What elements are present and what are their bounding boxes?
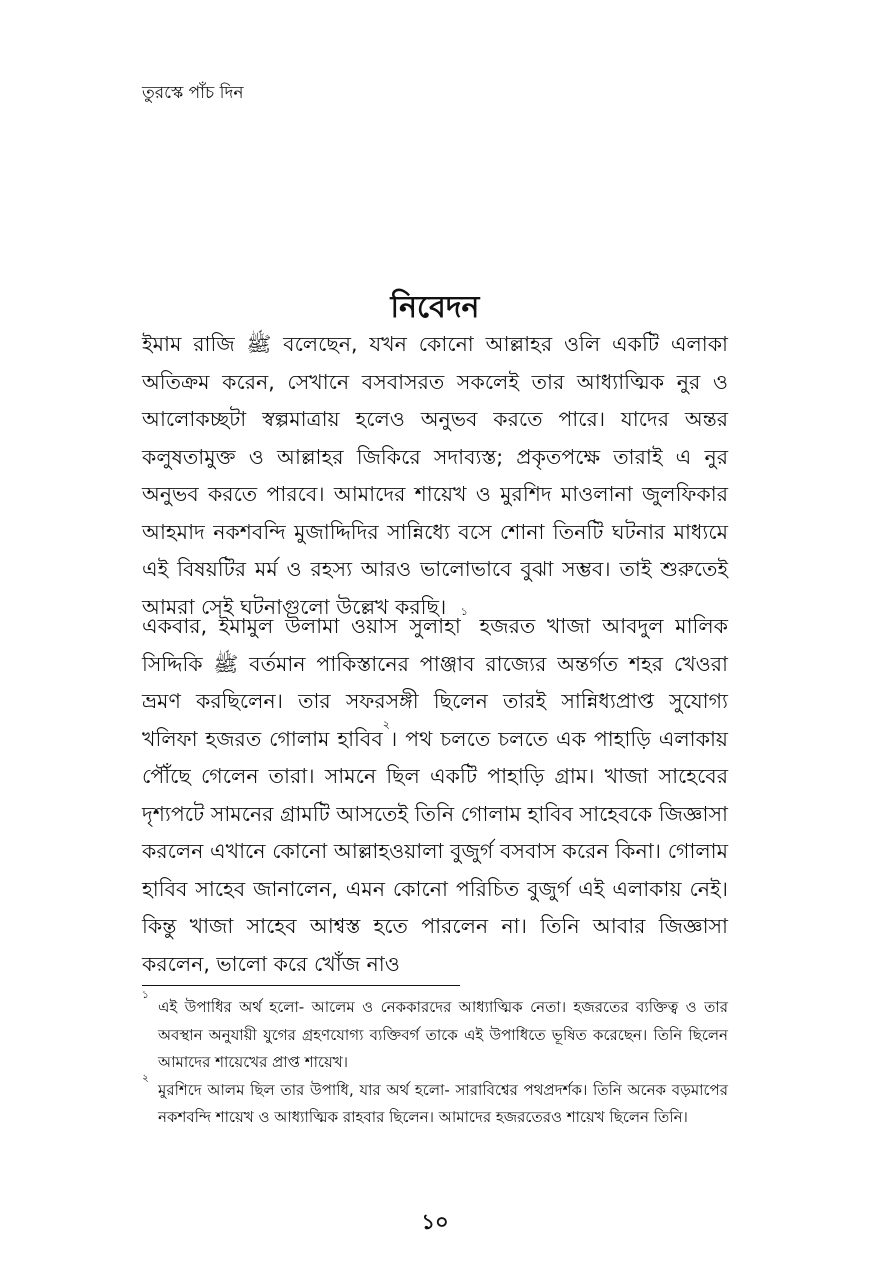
footnote-reference-2: ২: [382, 717, 390, 731]
footnote-2-marker: ২: [142, 1071, 149, 1084]
footnotes: [142, 989, 728, 1132]
body-paragraph-1: ইমাম রাজি ﷺ বলেছেন, যখন কোনো আল্লাহর ওলি একটি এলাকা অতিক্রম করেন, সেখানে বসবাসরত সকলেই তার আধ্যাত্মিক নুর ও আলোকচ্ছটা স্বল্পমাত্রায় হলেও অনুভব করতে পারে। যাদের অন্তর কলুষতামুক্ত ও আল্লাহর জিকিরে সদাব্যস্ত; প্রকৃতপক্ষে তারাই এ নুর অনুভব করতে পারবে। আমাদের শায়েখ ও মুরশিদ মাওলানা জুলফিকার আহমাদ নকশবন্দি মুজাদ্দিদির সান্নিধ্যে বসে শোনা তিনটি ঘটনার মাধ্যমে এই বিষয়টির মর্ম ও রহস্য আরও ভালোভাবে বুঝা সম্ভব। তাই শুরুতেই আমরা সেই ঘটনাগুলো উল্লেখ করছি।: [142, 332, 728, 619]
footnote-2: [142, 1071, 728, 1132]
page-number: ১০: [421, 1210, 449, 1234]
paragraph-2-text-b: হজরত খাজা আবদুল মালিক সিদ্দিকি ﷺ বর্তমান পাকিস্তানের পাঞ্জাব রাজ্যের অন্তর্গত শহর খেওরা ভ্রমণ করছিলেন। তার সফরসঙ্গী ছিলেন তারই সান্নিধ্যপ্রাপ্ত সুযোগ্য খলিফা হজরত গোলাম হাবিব: [142, 614, 728, 751]
footnote-separator: [142, 985, 460, 986]
footnote-1: [142, 989, 728, 1077]
running-header: তুরস্কে পাঁচ দিন: [142, 83, 244, 103]
chapter-title: নিবেদন: [390, 290, 480, 326]
paragraph-2-text-c: । পথ চলতে চলতে এক পাহাড়ি এলাকায় পৌঁছে গেলেন তারা। সামনে ছিল একটি পাহাড়ি গ্রাম। খাজা সাহেবের দৃশ্যপটে সামনের গ্রামটি আসতেই তিনি গোলাম হাবিব সাহেবকে জিজ্ঞাসা করলেন এখানে কোনো আল্লাহওয়ালা বুজুর্গ বসবাস করেন কিনা। গোলাম হাবিব সাহেব জানালেন, এমন কোনো পরিচিত বুজুর্গ এই এলাকায় নেই। কিন্তু খাজা সাহেব আশ্বস্ত হতে পারলেন না। তিনি আবার জিজ্ঞাসা করলেন, ভালো করে খোঁজ নাও: [142, 726, 728, 976]
footnote-1-text: এই উপাধির অর্থ হলো- আলেম ও নেককারদের আধ্যাত্মিক নেতা। হজরতের ব্যক্তিত্ব ও তার অবস্থান অনুযায়ী যুগের গ্রহণযোগ্য ব্যক্তিবর্গ তাকে এই উপাধিতে ভূষিত করেছেন। তিনি ছিলেন আমাদের শায়েখের প্রাপ্ত শায়েখ।: [158, 998, 728, 1071]
footnote-2-text: মুরশিদে আলম ছিল তার উপাধি, যার অর্থ হলো- সারাবিশ্বের পথপ্রদর্শক। তিনি অনেক বড়মাপের নকশবন্দি শায়েখ ও আধ্যাত্মিক রাহবার ছিলেন। আমাদের হজরতেরও শায়েখ ছিলেন তিনি।: [158, 1080, 728, 1126]
footnote-reference-1: ১: [460, 605, 468, 618]
paragraph-2-text-a: একবার, ইমামুল উলামা ওয়াস সুলাহা: [142, 614, 461, 638]
footnote-1-marker: ১: [142, 989, 149, 1001]
body-paragraph-2: [142, 605, 728, 983]
